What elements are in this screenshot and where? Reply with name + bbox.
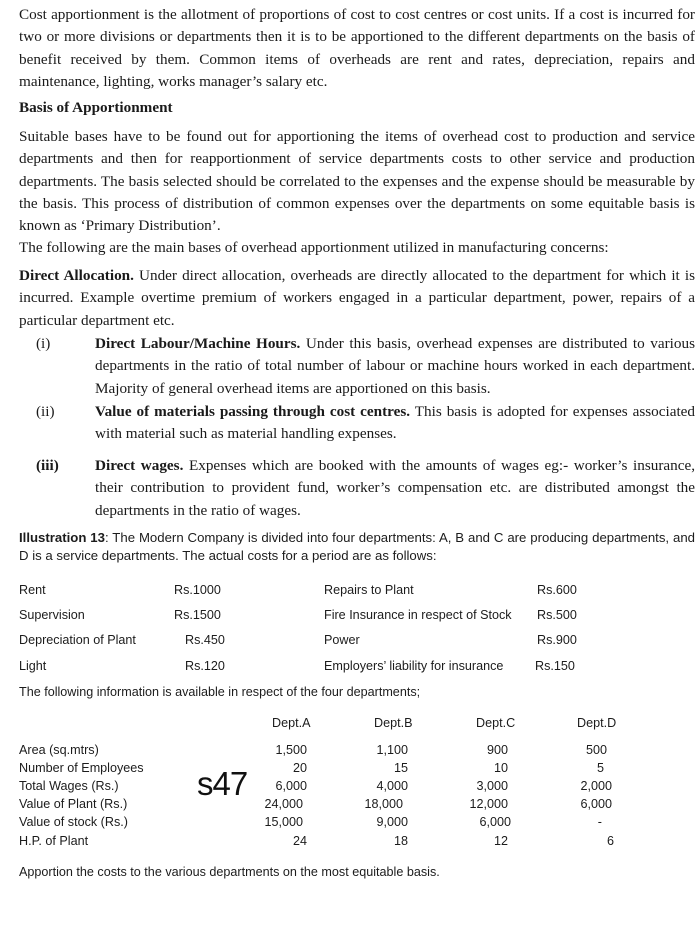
cost-item: Light [19,659,47,673]
cost-amount: Rs.900 [537,633,577,647]
cost-amount: Rs.1500 [174,608,221,622]
table-row [19,743,699,760]
cost-row [19,583,619,601]
table-row [19,797,699,814]
table-header: Dept.D [577,716,617,730]
illustration-label: Illustration 13 [19,530,105,545]
cost-item: Repairs to Plant [324,583,414,597]
cost-item: Employers’ liability for insurance [324,659,504,673]
row-label: Value of stock (Rs.) [19,815,128,829]
cell: 18,000 [364,797,403,811]
handwritten-annotation: s47 [197,765,248,802]
cell: - [597,815,602,829]
list-number: (ii) [36,403,55,420]
cost-amount: Rs.1000 [174,583,221,597]
cell: 3,000 [476,779,508,793]
cell: 6,000 [275,779,307,793]
cell: 20 [292,761,307,775]
cost-amount: Rs.450 [185,633,225,647]
list-text: Under this basis, overhead expenses are distributed to various departments in the ratio of total number of labour or machine hours worked in each department. Majority of general overhead items are apportioned on this basis. [95,335,695,397]
list-number: (i) [36,335,51,352]
cell: 1,100 [376,743,408,757]
list-title: Value of materials passing through cost centres. [95,403,411,420]
cost-item: Depreciation of Plant [19,633,136,647]
cost-amount: Rs.150 [535,659,575,673]
table-header-row [19,716,699,733]
cost-amount: Rs.120 [185,659,225,673]
table-row [19,779,699,796]
list-title: Direct Labour/Machine Hours. [95,335,301,352]
illustration-text: : The Modern Company is divided into four departments: A, B and C are producing departments, and D is a service departments. The actual costs for a period are as follows: [19,530,695,563]
section-heading-basis: Basis of Apportionment [19,99,173,116]
cell: 10 [493,761,508,775]
cell: 6 [606,834,614,848]
cost-item: Rent [19,583,46,597]
list-title: Direct wages. [95,457,184,474]
cell: 15 [393,761,408,775]
row-label: Value of Plant (Rs.) [19,797,128,811]
cell: 9,000 [376,815,408,829]
table-header: Dept.A [272,716,311,730]
cell: 1,500 [275,743,307,757]
row-label: Area (sq.mtrs) [19,743,99,757]
cell: 24 [292,834,307,848]
direct-allocation-title: Direct Allocation. [19,267,134,284]
cost-item: Fire Insurance in respect of Stock [324,608,512,622]
cell: 12 [493,834,508,848]
cell: 900 [486,743,508,757]
bases-lead-in: The following are the main bases of overhead apportionment utilized in manufacturing concerns: [19,239,609,256]
cell: 500 [585,743,607,757]
direct-allocation-text: Under direct allocation, overheads are directly allocated to the department for which it is incurred. Example overtime premium of workers engaged in a particular department, power, repairs of a particular department etc. [19,267,695,329]
table-row [19,761,699,778]
cell: 2,000 [580,779,612,793]
cost-item: Power [324,633,360,647]
row-label: Total Wages (Rs.) [19,779,119,793]
basis-paragraph: Suitable bases have to be found out for apportioning the items of overhead cost to production and service departments and then for reapportionment of service departments costs to other service and production departments. The basis selected should be correlated to the expenses and the expense should be measurable by the basis. This process of distribution of common expenses over the departments on some equitable basis is known as ‘Primary Distribution’. [19,128,695,235]
list-number: (iii) [36,457,59,474]
cost-row [19,608,619,626]
row-label: H.P. of Plant [19,834,89,848]
illustration-paragraph [19,529,695,565]
cell: 6,000 [580,797,612,811]
row-label: Number of Employees [19,761,144,775]
table-header: Dept.B [374,716,413,730]
cell: 4,000 [376,779,408,793]
table-header: Dept.C [476,716,516,730]
cell: 24,000 [264,797,303,811]
cell: 5 [596,761,604,775]
cell: 6,000 [479,815,511,829]
table-row [19,834,699,851]
question-text: Apportion the costs to the various departments on the most equitable basis. [19,865,440,879]
list-text: Expenses which are booked with the amounts of wages eg:- worker’s insurance, their contribution to provident fund, worker’s compensation etc. are distributed amongst the departments in the ratio of wages. [95,457,695,519]
list-body [95,333,695,400]
cost-row [19,633,619,651]
cell: 12,000 [469,797,508,811]
list-body [95,455,695,522]
list-body [95,401,695,446]
cost-amount: Rs.500 [537,608,577,622]
cell: 18 [393,834,408,848]
list-text: This basis is adopted for expenses associated with material such as material handling expenses. [95,403,695,443]
cost-item: Supervision [19,608,85,622]
table-intro: The following information is available in respect of the four departments; [19,685,421,699]
intro-paragraph: Cost apportionment is the allotment of proportions of cost to cost centres or cost units. If a cost is incurred for two or more divisions or departments then it is to be apportioned to the different departments on the basis of benefit received by them. Common items of overheads are rent and rates, depreciation, repairs and maintenance, lighting, works manager’s salary etc. [19,6,695,90]
table-row [19,815,699,832]
cell: 15,000 [264,815,303,829]
cost-row [19,659,619,677]
direct-allocation-paragraph [19,265,695,332]
cost-amount: Rs.600 [537,583,577,597]
